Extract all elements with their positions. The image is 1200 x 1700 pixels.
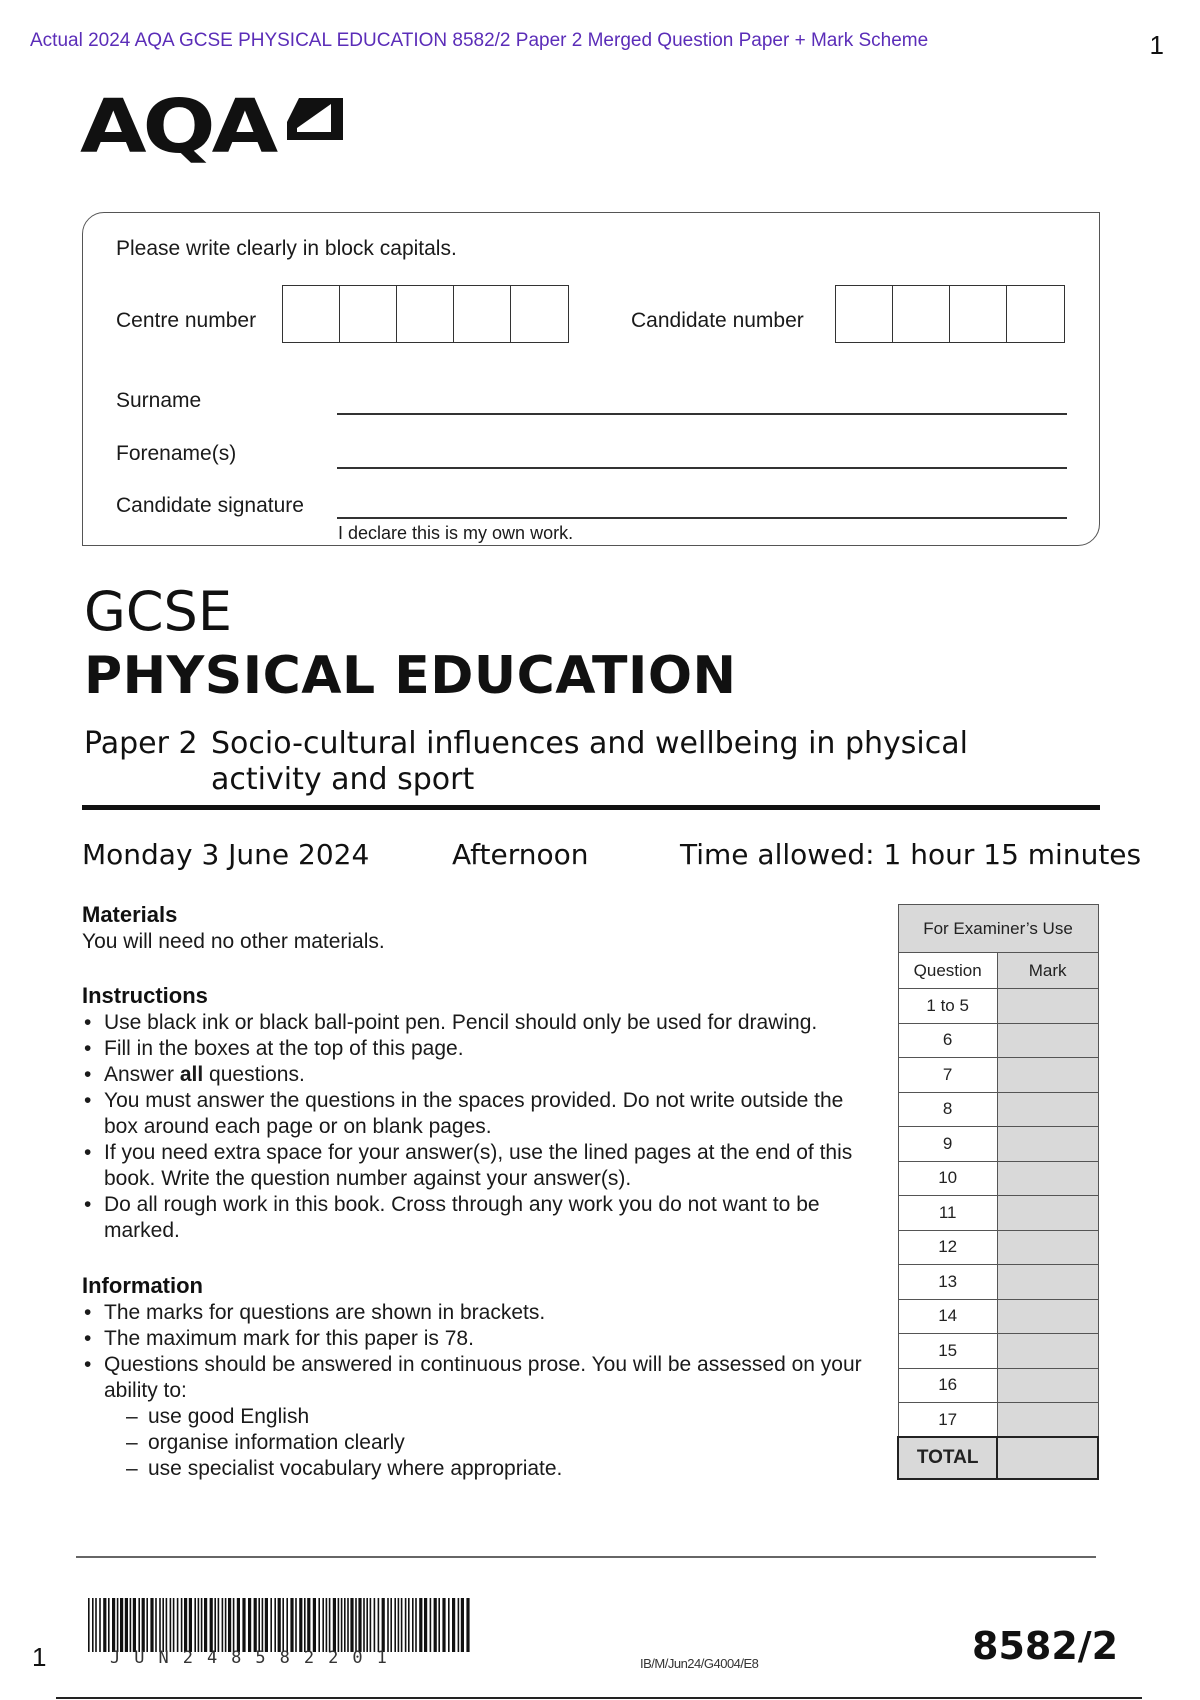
- question-cell: 11: [898, 1196, 997, 1231]
- sub-list-item: – use good English: [126, 1404, 882, 1430]
- table-row: [898, 1127, 1098, 1162]
- centre-digit-box[interactable]: [397, 286, 454, 342]
- question-cell: 6: [898, 1023, 997, 1058]
- list-item-text: questions.: [203, 1063, 305, 1086]
- list-item: [82, 1352, 882, 1482]
- list-item: • Use black ink or black ball-point pen. Pencil should only be used for drawing.: [82, 1010, 882, 1036]
- table-row: [898, 1196, 1098, 1231]
- candidate-digit-box[interactable]: [1007, 286, 1064, 342]
- centre-number-label: Centre number: [116, 309, 257, 332]
- aqa-logo-mark-icon: [285, 96, 345, 144]
- mark-cell: [997, 1023, 1098, 1058]
- question-cell: 8: [898, 1092, 997, 1127]
- sub-list-item: – use specialist vocabulary where appropriate.: [126, 1456, 882, 1482]
- subject-title: PHYSICAL EDUCATION: [84, 646, 737, 706]
- page-number-bottom: 1: [32, 1642, 47, 1672]
- table-row: [898, 1161, 1098, 1196]
- list-item-emphasis: all: [179, 1063, 204, 1086]
- aqa-logo-text: AQA: [80, 83, 275, 170]
- instructions-list: [82, 1010, 882, 1244]
- surname-line[interactable]: [337, 413, 1067, 415]
- job-code: IB/M/Jun24/G4004/E8: [640, 1656, 759, 1671]
- barcode-icon: [88, 1598, 472, 1652]
- table-row: [898, 1265, 1098, 1300]
- table-row: [898, 1299, 1098, 1334]
- block-capitals-instruction: Please write clearly in block capitals.: [116, 237, 457, 260]
- question-cell: 7: [898, 1058, 997, 1093]
- centre-digit-box[interactable]: [283, 286, 340, 342]
- signature-label: Candidate signature: [116, 494, 304, 517]
- title-divider: [82, 805, 1100, 810]
- information-list: [82, 1300, 882, 1482]
- table-row: [898, 1403, 1098, 1438]
- table-row: [898, 1058, 1098, 1093]
- question-cell: 17: [898, 1403, 997, 1438]
- paper-number: Paper 2: [84, 726, 198, 761]
- mark-cell: [997, 1265, 1098, 1300]
- table-row: [898, 989, 1098, 1024]
- question-cell: 1 to 5: [898, 989, 997, 1024]
- question-cell: 9: [898, 1127, 997, 1162]
- information-sublist: [104, 1404, 882, 1482]
- mark-cell: [997, 1334, 1098, 1369]
- total-label: TOTAL: [898, 1437, 997, 1479]
- examiner-use-table: [897, 904, 1099, 1480]
- mark-cell: [997, 1230, 1098, 1265]
- question-cell: 15: [898, 1334, 997, 1369]
- table-row: [898, 1230, 1098, 1265]
- materials-heading: Materials: [82, 902, 178, 927]
- examiner-table-title: For Examiner’s Use: [898, 905, 1098, 953]
- list-item: [82, 1062, 882, 1088]
- mark-cell: [997, 1127, 1098, 1162]
- barcode-digits: JUN248582201: [110, 1648, 401, 1668]
- page-bottom-rule: [56, 1697, 1142, 1699]
- specification-code: 8582/2: [972, 1624, 1119, 1668]
- mark-cell: [997, 1092, 1098, 1127]
- centre-digit-box[interactable]: [340, 286, 397, 342]
- paper-title: Socio-cultural influences and wellbeing in physical activity and sport: [211, 726, 968, 797]
- centre-digit-box[interactable]: [511, 286, 568, 342]
- candidate-number-boxes[interactable]: [835, 285, 1065, 343]
- list-item: • The maximum mark for this paper is 78.: [82, 1326, 882, 1352]
- list-item: • Fill in the boxes at the top of this page.: [82, 1036, 882, 1062]
- time-allowed: Time allowed: 1 hour 15 minutes: [680, 838, 1142, 871]
- information-heading: Information: [82, 1273, 203, 1298]
- question-cell: 12: [898, 1230, 997, 1265]
- list-item-text: Questions should be answered in continuous prose. You will be assessed on your ability to:: [104, 1353, 862, 1402]
- qualification-title: GCSE: [84, 580, 232, 643]
- signature-line[interactable]: [337, 517, 1067, 519]
- list-item: • If you need extra space for your answer(s), use the lined pages at the end of this book. Write the question number against your answer(s).: [82, 1140, 882, 1192]
- candidate-digit-box[interactable]: [950, 286, 1007, 342]
- list-item-text: Answer: [104, 1063, 180, 1086]
- mark-cell: [997, 1161, 1098, 1196]
- mark-cell: [997, 1299, 1098, 1334]
- mark-cell: [997, 1058, 1098, 1093]
- mark-cell: [997, 989, 1098, 1024]
- mark-cell: [997, 1196, 1098, 1231]
- forenames-line[interactable]: [337, 467, 1067, 469]
- list-item: • The marks for questions are shown in brackets.: [82, 1300, 882, 1326]
- question-cell: 14: [898, 1299, 997, 1334]
- question-cell: 16: [898, 1368, 997, 1403]
- instructions-heading: Instructions: [82, 983, 208, 1008]
- document-title: Actual 2024 AQA GCSE PHYSICAL EDUCATION 8582/2 Paper 2 Merged Question Paper + Mark Scheme: [30, 30, 929, 51]
- candidate-details-box: [82, 212, 1100, 546]
- materials-text: You will need no other materials.: [82, 930, 385, 953]
- aqa-logo: [80, 83, 360, 190]
- centre-digit-box[interactable]: [454, 286, 511, 342]
- question-column-header: Question: [898, 953, 997, 989]
- mark-cell: [997, 1403, 1098, 1438]
- candidate-digit-box[interactable]: [836, 286, 893, 342]
- question-cell: 13: [898, 1265, 997, 1300]
- question-cell: 10: [898, 1161, 997, 1196]
- forenames-label: Forename(s): [116, 442, 237, 465]
- candidate-digit-box[interactable]: [893, 286, 950, 342]
- table-row: [898, 1334, 1098, 1369]
- list-item: • Do all rough work in this book. Cross through any work you do not want to be marked.: [82, 1192, 882, 1244]
- footer-divider: [76, 1556, 1096, 1558]
- table-row: [898, 1092, 1098, 1127]
- page-number-top: 1: [1149, 30, 1164, 60]
- centre-number-boxes[interactable]: [282, 285, 569, 343]
- surname-label: Surname: [116, 389, 202, 412]
- sub-list-item: – organise information clearly: [126, 1430, 882, 1456]
- table-row: [898, 1023, 1098, 1058]
- list-item: • You must answer the questions in the spaces provided. Do not write outside the box around each page or on blank pages.: [82, 1088, 882, 1140]
- total-row: [898, 1437, 1098, 1479]
- total-mark-cell: [997, 1437, 1098, 1479]
- table-row: [898, 1368, 1098, 1403]
- mark-cell: [997, 1368, 1098, 1403]
- candidate-number-label: Candidate number: [631, 309, 804, 332]
- mark-column-header: Mark: [997, 953, 1098, 989]
- declaration-text: I declare this is my own work.: [338, 523, 574, 543]
- exam-session: Afternoon: [452, 838, 589, 871]
- exam-date: Monday 3 June 2024: [82, 838, 370, 871]
